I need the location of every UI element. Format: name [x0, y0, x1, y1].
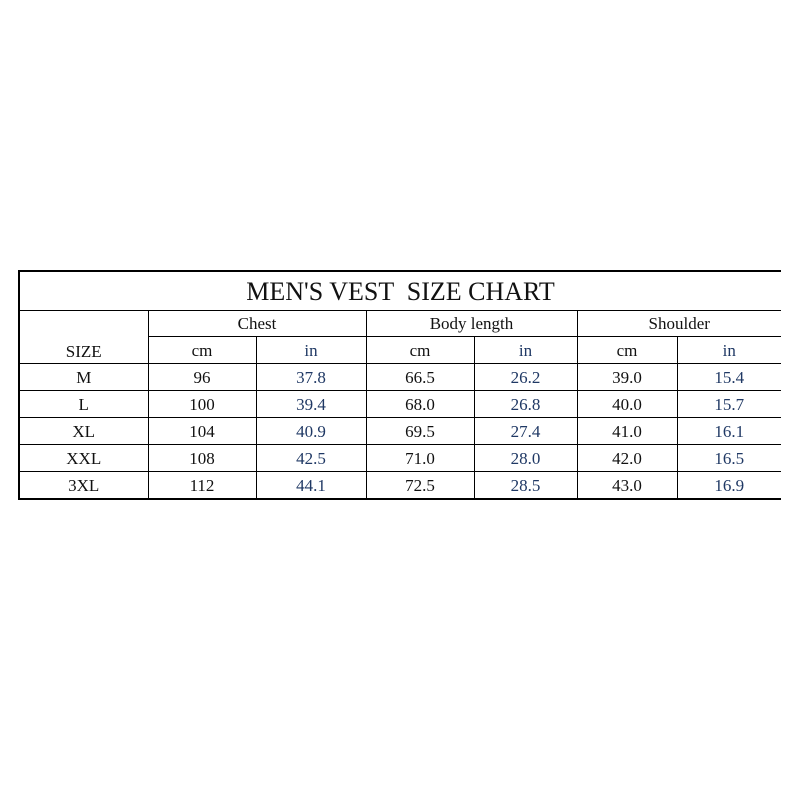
- value-cell: 28.5: [474, 472, 577, 500]
- value-cell: 42.5: [256, 445, 366, 472]
- value-cell: 71.0: [366, 445, 474, 472]
- value-cell: 26.8: [474, 391, 577, 418]
- value-cell: 42.0: [577, 445, 677, 472]
- value-cell: 44.1: [256, 472, 366, 500]
- value-cell: 68.0: [366, 391, 474, 418]
- value-cell: 40.9: [256, 418, 366, 445]
- chart-title: MEN'S VEST SIZE CHART: [19, 271, 781, 311]
- value-cell: 100: [148, 391, 256, 418]
- value-cell: 96: [148, 364, 256, 391]
- title-row: [19, 271, 781, 311]
- unit-header: in: [677, 337, 781, 364]
- unit-header: in: [256, 337, 366, 364]
- size-column-header: SIZE: [19, 311, 148, 364]
- table-row: [19, 472, 781, 500]
- unit-header: cm: [148, 337, 256, 364]
- table-row: [19, 418, 781, 445]
- value-cell: 26.2: [474, 364, 577, 391]
- value-cell: 15.4: [677, 364, 781, 391]
- value-cell: 28.0: [474, 445, 577, 472]
- value-cell: 16.9: [677, 472, 781, 500]
- value-cell: 39.0: [577, 364, 677, 391]
- shoulder-header: Shoulder: [577, 311, 781, 337]
- value-cell: 41.0: [577, 418, 677, 445]
- unit-header: in: [474, 337, 577, 364]
- value-cell: 104: [148, 418, 256, 445]
- unit-header: cm: [366, 337, 474, 364]
- measurement-group-row: [19, 311, 781, 337]
- size-cell: 3XL: [19, 472, 148, 500]
- body-length-header: Body length: [366, 311, 577, 337]
- table-row: [19, 445, 781, 472]
- chest-header: Chest: [148, 311, 366, 337]
- value-cell: 15.7: [677, 391, 781, 418]
- value-cell: 39.4: [256, 391, 366, 418]
- unit-header: cm: [577, 337, 677, 364]
- value-cell: 112: [148, 472, 256, 500]
- size-cell: L: [19, 391, 148, 418]
- value-cell: 108: [148, 445, 256, 472]
- size-chart-table: [18, 270, 781, 500]
- value-cell: 69.5: [366, 418, 474, 445]
- value-cell: 16.1: [677, 418, 781, 445]
- table-row: [19, 391, 781, 418]
- value-cell: 27.4: [474, 418, 577, 445]
- size-cell: XXL: [19, 445, 148, 472]
- value-cell: 40.0: [577, 391, 677, 418]
- value-cell: 66.5: [366, 364, 474, 391]
- size-cell: M: [19, 364, 148, 391]
- table-row: [19, 364, 781, 391]
- value-cell: 43.0: [577, 472, 677, 500]
- value-cell: 72.5: [366, 472, 474, 500]
- value-cell: 37.8: [256, 364, 366, 391]
- value-cell: 16.5: [677, 445, 781, 472]
- size-cell: XL: [19, 418, 148, 445]
